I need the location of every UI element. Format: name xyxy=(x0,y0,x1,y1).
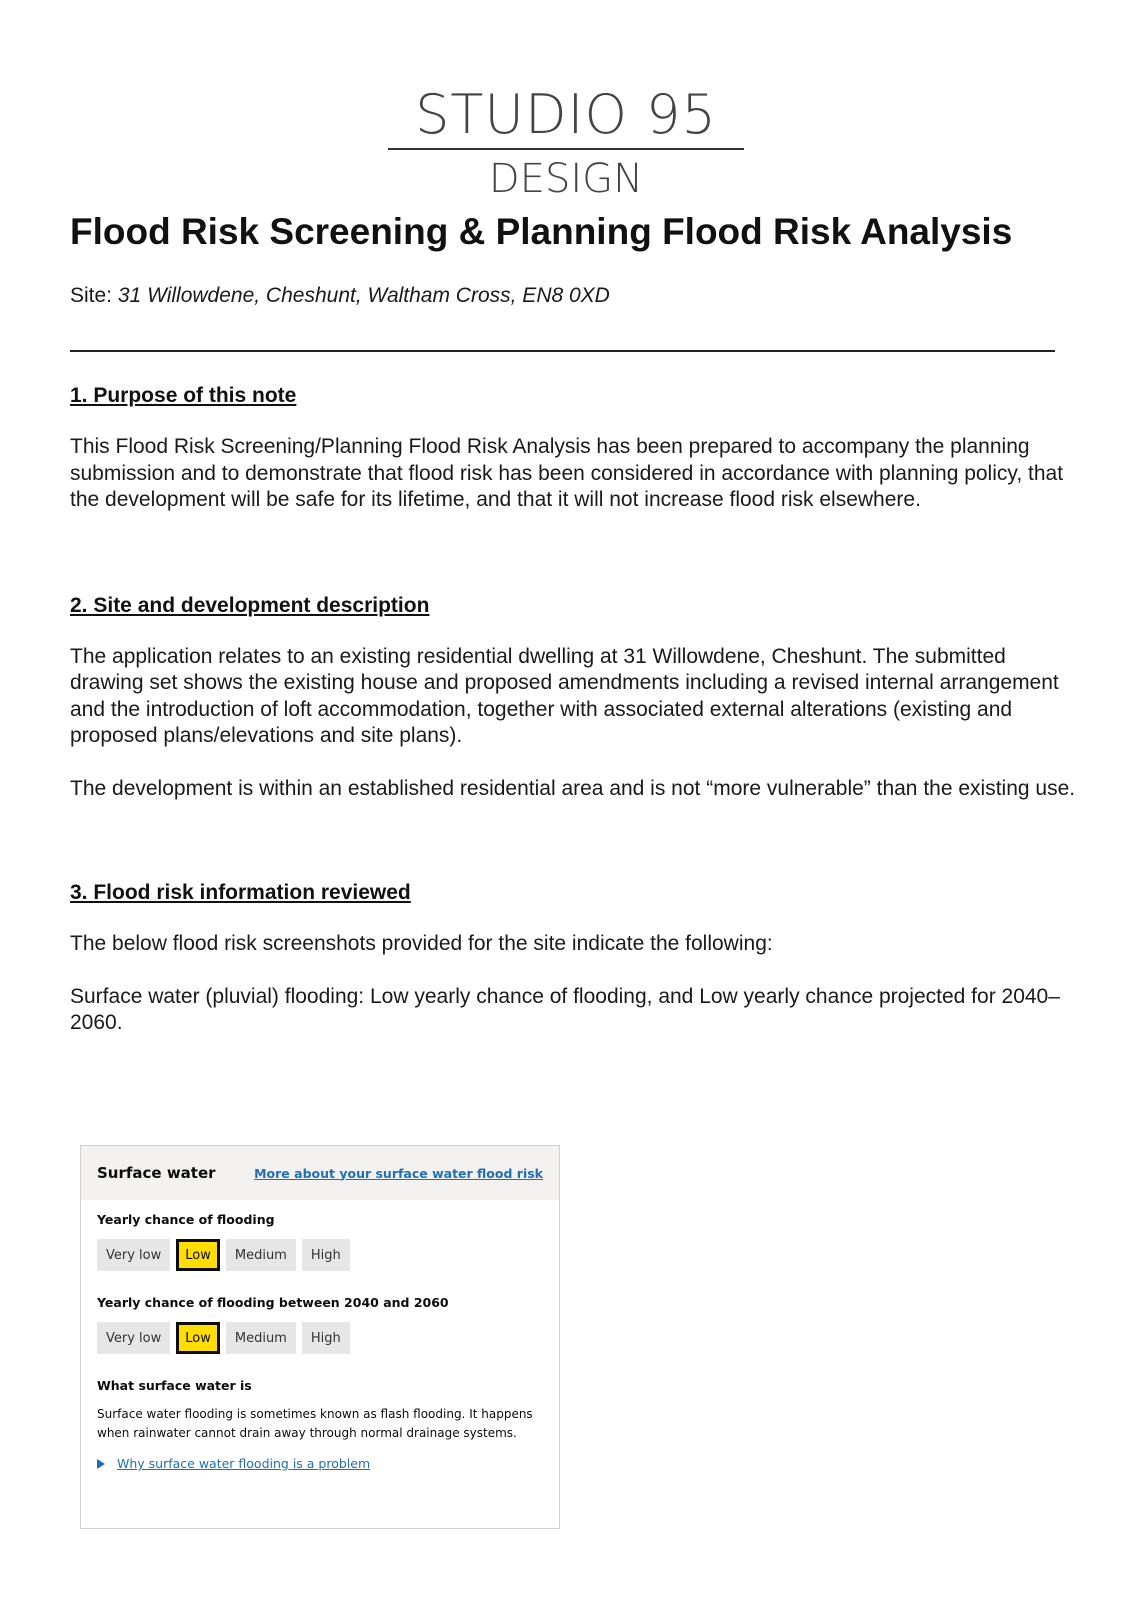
section-paragraph: The below flood risk screenshots provided for the site indicate the following: xyxy=(70,932,773,955)
document-body xyxy=(70,208,1080,1037)
section-paragraph: This Flood Risk Screening/Planning Flood Risk Analysis has been prepared to accompany the planning submission and to demonstrate that flood risk has been considered in accordance with planning policy, that the development will be safe for its lifetime, and that it will not increase flood risk elsewhere. xyxy=(70,435,1064,511)
section-paragraph: The application relates to an existing residential dwelling at 31 Willowdene, Cheshunt. The submitted drawing set shows the existing house and proposed amendments including a revised internal arrangement and the introduction of loft accommodation, together with associated external alterations (existing and proposed plans/elevations and site plans). xyxy=(70,644,1059,747)
disclosure-triangle-icon xyxy=(97,1459,105,1469)
section-heading: 1. Purpose of this note xyxy=(70,384,297,407)
section-heading: 2. Site and development description xyxy=(70,593,430,617)
section-purpose xyxy=(70,382,1080,514)
future-chance-label: Yearly chance of flooding between 2040 and 2060 xyxy=(97,1295,449,1310)
section-flood-info xyxy=(70,879,1080,1037)
risk-medium: Medium xyxy=(226,1239,296,1271)
logo-design-text: DESIGN xyxy=(488,156,644,202)
why-problem-details[interactable] xyxy=(97,1456,543,1471)
panel-title: Surface water xyxy=(97,1164,216,1182)
document-title: Flood Risk Screening & Planning Flood Risk Analysis xyxy=(70,211,1013,252)
risk-high: High xyxy=(302,1239,350,1271)
section-paragraph: Surface water (pluvial) flooding: Low yearly chance of flooding, and Low yearly chance projected for 2040–2060. xyxy=(70,984,1060,1034)
risk-very-low: Very low xyxy=(97,1322,170,1354)
section-paragraph: The development is within an established residential area and is not “more vulnerable” than the existing use. xyxy=(70,776,1076,800)
site-label: Site: xyxy=(70,284,113,307)
site-address: 31 Willowdene, Cheshunt, Waltham Cross, EN8 0XD xyxy=(117,284,610,307)
surface-water-risk-link[interactable]: More about your surface water flood risk xyxy=(254,1165,543,1181)
panel-header xyxy=(81,1146,559,1200)
current-risk-scale xyxy=(97,1239,543,1271)
risk-low-selected: Low xyxy=(176,1322,220,1354)
risk-low-selected: Low xyxy=(176,1239,220,1271)
studio95-logo xyxy=(0,84,1132,202)
logo-divider xyxy=(388,148,744,150)
current-chance-label: Yearly chance of flooding xyxy=(97,1212,275,1227)
risk-medium: Medium xyxy=(226,1322,296,1354)
title-divider xyxy=(70,350,1055,352)
site-line xyxy=(70,282,1080,310)
risk-very-low: Very low xyxy=(97,1239,170,1271)
section-heading: 3. Flood risk information reviewed xyxy=(70,881,411,904)
section-site-description xyxy=(70,592,1080,803)
risk-high: High xyxy=(302,1322,350,1354)
what-surface-water-text: Surface water flooding is sometimes known as flash flooding. It happens when rainwater cannot drain away through normal drainage systems. xyxy=(97,1407,533,1440)
what-surface-water-heading: What surface water is xyxy=(97,1378,252,1393)
panel-body xyxy=(81,1200,559,1471)
why-problem-link[interactable]: Why surface water flooding is a problem xyxy=(117,1456,371,1471)
surface-water-panel xyxy=(80,1145,560,1529)
future-risk-scale xyxy=(97,1322,543,1354)
logo-studio-text: STUDIO 95 xyxy=(415,83,717,146)
